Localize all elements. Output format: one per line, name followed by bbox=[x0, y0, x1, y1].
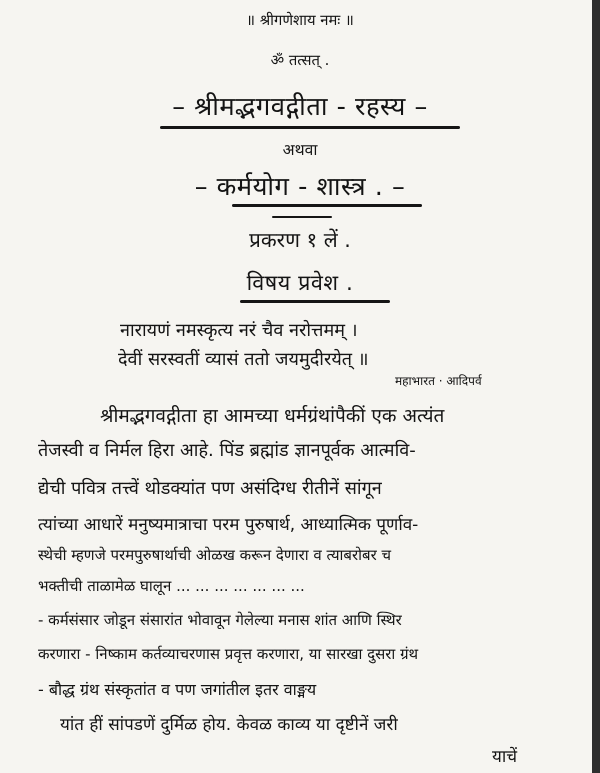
title-main-underline bbox=[160, 126, 460, 129]
verse-line-2: देवीं सरस्वतीं व्यासं ततो जयमुदीरयेत् ॥ bbox=[118, 349, 369, 370]
verse-source: महाभारत · आदिपर्व bbox=[395, 374, 482, 388]
scan-edge bbox=[592, 0, 600, 773]
body-line: करणारा - निष्काम कर्तव्याचरणास प्रवृत्त करणारा, या सारखा दुसरा ग्रंथ bbox=[38, 645, 419, 663]
body-line: - कर्मसंसार जोडून संसारांत भोवावून गेलेल्या मनास शांत आणि स्थिर bbox=[38, 611, 402, 629]
chapter-title-underline bbox=[240, 300, 390, 303]
title-main: – श्रीमद्भगवद्गीता - रहस्य – bbox=[172, 92, 428, 122]
body-line: भक्तीची ताळामेळ घालून ... ... ... ... ... ... ... bbox=[38, 577, 305, 595]
title-sub-underline bbox=[232, 204, 422, 207]
body-line: याचें bbox=[492, 747, 518, 767]
body-line: यांत हीं सांपडणें दुर्मिळ होय. केवळ काव्य या दृष्टीनें जरी bbox=[60, 715, 398, 735]
body-line: द्येची पवित्र तत्त्वें थोडक्यांत पण असंदिग्ध रीतीनें सांगून bbox=[38, 478, 382, 499]
body-line: - बौद्ध ग्रंथ संस्कृतांत व पण जगांतील इतर वाङ्मय bbox=[38, 680, 317, 699]
body-line: त्यांच्या आधारें मनुष्यमात्राचा परम पुरुषार्थ, आध्यात्मिक पूर्णाव- bbox=[38, 515, 419, 535]
invocation: ॥ श्रीगणेशाय नमः ॥ bbox=[246, 12, 354, 29]
title-sub: – कर्मयोग - शास्त्र . – bbox=[194, 172, 406, 202]
title-or: अथवा bbox=[282, 140, 318, 159]
body-line: श्रीमद्भगवद्गीता हा आमच्या धर्मग्रंथांपैकीं एक अत्यंत bbox=[100, 405, 445, 427]
om-tat-sat: ॐ तत्सत् . bbox=[270, 52, 330, 69]
body-line: तेजस्वी व निर्मल हिरा आहे. पिंड ब्रह्मांड ज्ञानपूर्वक आत्मवि- bbox=[38, 440, 416, 461]
verse-line-1: नारायणं नमस्कृत्य नरं चैव नरोत्तमम् । bbox=[120, 320, 358, 341]
chapter-title: विषय प्रवेश . bbox=[246, 271, 354, 296]
chapter-number: प्रकरण १ लें . bbox=[249, 228, 351, 252]
title-sub-short-rule bbox=[272, 216, 332, 218]
body-line: स्थेची म्हणजे परमपुरुषार्थाची ओळख करून देणारा व त्याबरोबर च bbox=[38, 546, 392, 564]
